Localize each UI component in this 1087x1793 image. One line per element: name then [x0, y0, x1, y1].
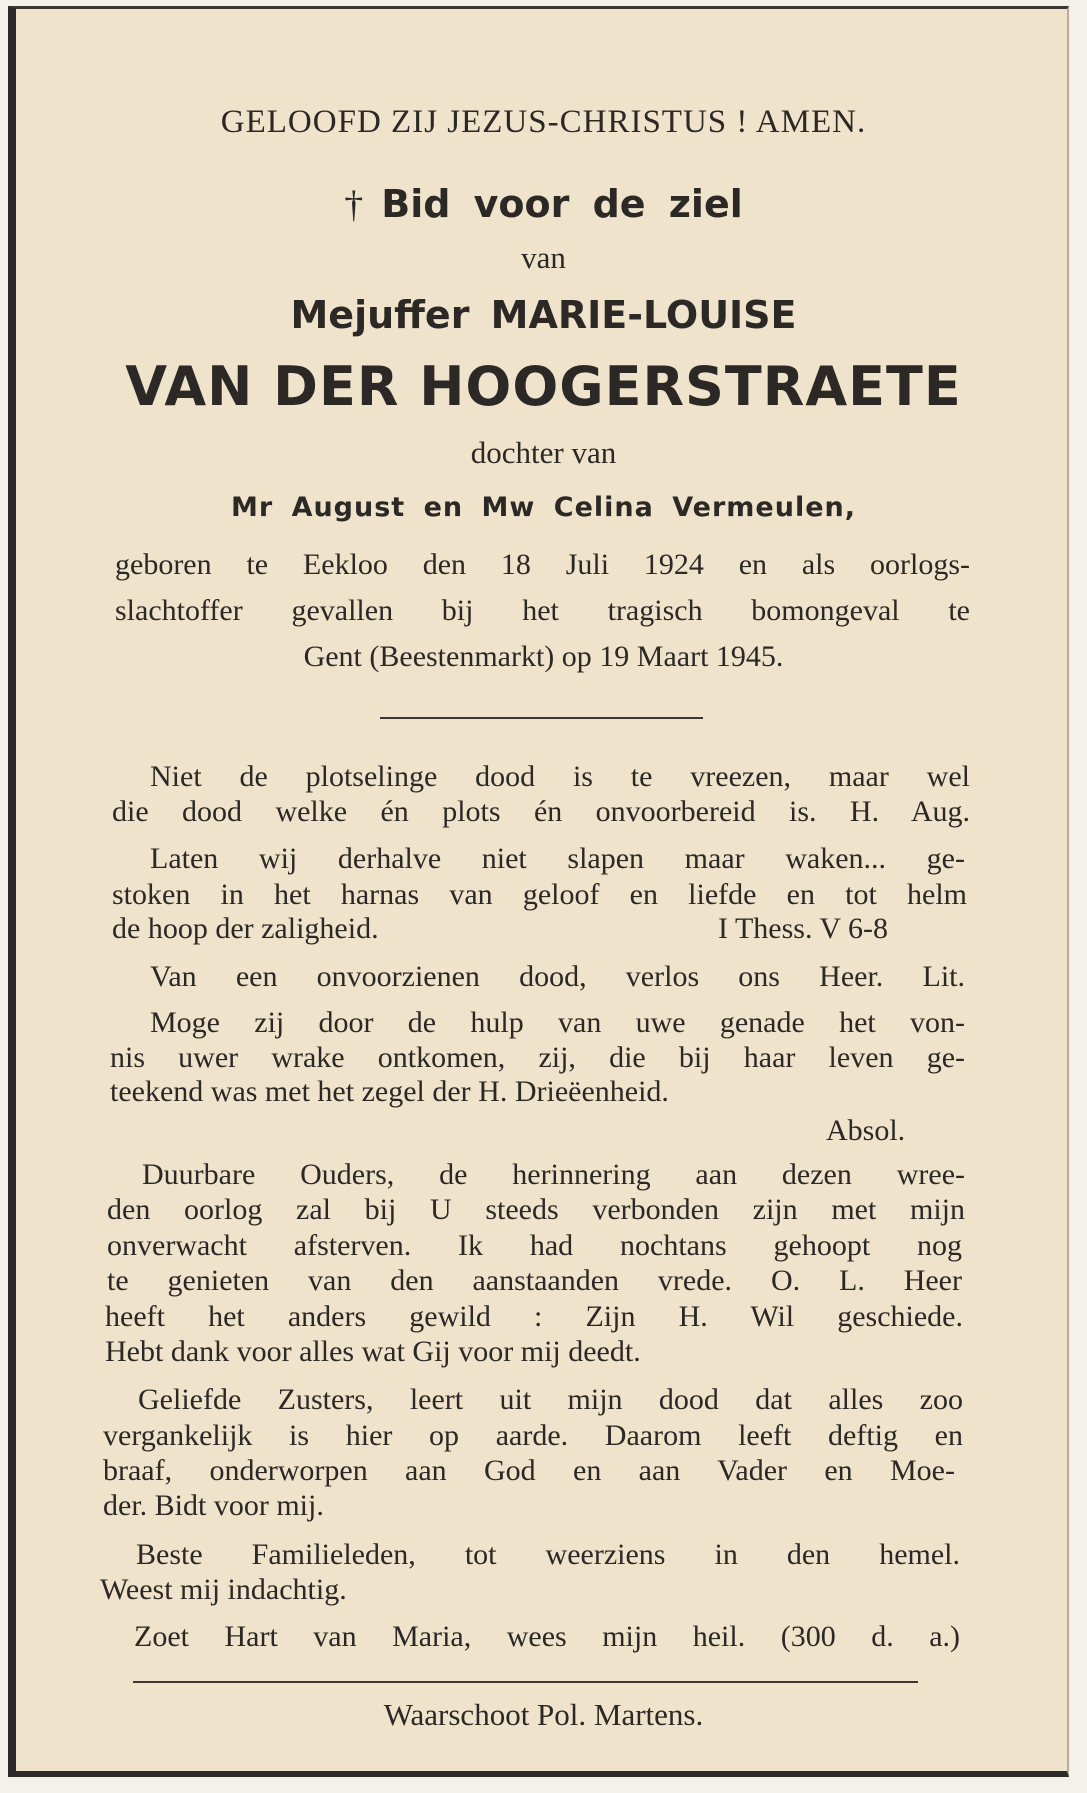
quote-line: heeft het anders gewild : Zijn H. Wil geschiede. — [105, 1300, 963, 1333]
quote-line: vergankelijk is hier op aarde. Daarom leeft deftig en — [103, 1419, 963, 1452]
bio-line: Gent (Beestenmarkt) op 19 Maart 1945. — [303, 640, 784, 673]
parents-line: Mr August en Mw Celina Vermeulen, — [230, 492, 856, 523]
quote-line: Beste Familieleden, tot weerziens in den hemel. — [136, 1538, 960, 1571]
quote-line: onverwacht afsterven. Ik had nochtans gehoopt nog — [107, 1229, 962, 1262]
name-line-2: VAN DER HOOGERSTRAETE — [125, 355, 962, 418]
quote-line: nis uwer wrake ontkomen, zij, die bij haar leven ge- — [110, 1041, 965, 1074]
quote-line: te genieten van den aanstaanden vrede. O. L. Heer — [107, 1264, 962, 1297]
quote-line: Geliefde Zusters, leert uit mijn dood dat alles zoo — [138, 1383, 963, 1416]
title-line — [0, 182, 1087, 227]
quote-citation: I Thess. V 6-8 — [718, 912, 889, 945]
name-line-1: Mejuffer MARIE-LOUISE — [290, 293, 797, 337]
printer-credit: Waarschoot Pol. Martens. — [383, 1697, 704, 1732]
quote-line: de hoop der zaligheid. — [112, 912, 379, 945]
title: Bid voor de ziel — [381, 182, 743, 226]
quote-line: Zoet Hart van Maria, wees mijn heil. (300 d. a.) — [134, 1620, 960, 1653]
quote-line: Laten wij derhalve niet slapen maar waken... ge- — [150, 842, 965, 875]
quote-line: der. Bidt voor mij. — [103, 1489, 324, 1522]
quote-line: Duurbare Ouders, de herinnering aan dezen wree- — [142, 1158, 965, 1191]
dochter-van-text: dochter van — [470, 435, 617, 470]
quote-line: Niet de plotselinge dood is te vreezen, maar wel — [150, 760, 970, 793]
quote-line: Van een onvoorzienen dood, verlos ons Heer. Lit. — [150, 960, 965, 993]
quote-line: teekend was met het zegel der H. Drieëenheid. — [110, 1075, 669, 1108]
quote-line: den oorlog zal bij U steeds verbonden zijn met mijn — [107, 1193, 965, 1226]
quote-line: die dood welke én plots én onvoorbereid is. H. Aug. — [112, 795, 970, 828]
quote-line: Hebt dank voor alles wat Gij voor mij deedt. — [105, 1335, 641, 1368]
quote-line: Moge zij door de hulp van uwe genade het von- — [150, 1006, 965, 1039]
quote-citation: Absol. — [826, 1114, 906, 1147]
bio-line: slachtoffer gevallen bij het tragisch bomongeval te — [115, 594, 970, 627]
van-text: van — [521, 240, 566, 275]
footer-divider — [133, 1681, 918, 1683]
quote-line: stoken in het harnas van geloof en liefde en tot helm — [112, 878, 967, 911]
divider — [380, 717, 703, 719]
bio-line: geboren te Eekloo den 18 Juli 1924 en als oorlogs- — [115, 548, 970, 581]
header-invocation: GELOOFD ZIJ JEZUS-CHRISTUS ! AMEN. — [220, 104, 867, 140]
quote-line: braaf, onderworpen aan God en aan Vader en Moe- — [103, 1454, 955, 1487]
cross-icon: † — [344, 184, 364, 226]
quote-line: Weest mij indachtig. — [100, 1573, 347, 1606]
